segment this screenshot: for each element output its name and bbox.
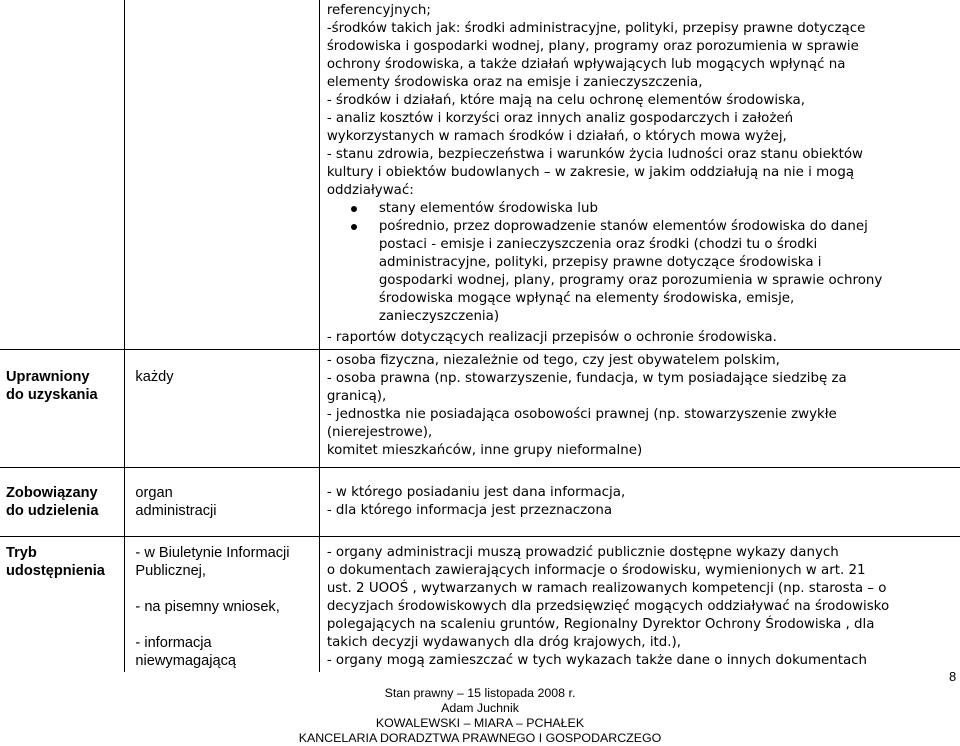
text-line: - na pisemny wniosek,: [135, 599, 280, 615]
row-content-uprawniony: [319, 350, 960, 468]
text-line: - osoba fizyczna, niezależnie od tego, czy jest obywatelem polskim,: [326, 353, 780, 368]
text-line: stany elementów środowiska lub: [378, 201, 598, 216]
header-line: Zobowiązany: [6, 485, 98, 501]
table-row-scope: [0, 0, 960, 350]
footer-line: Stan prawny – 15 listopada 2008 r.: [384, 686, 576, 700]
text-line: - analiz kosztów i korzyści oraz innych analiz gospodarczych i założeń: [326, 111, 794, 126]
bullet-item: [327, 218, 956, 326]
text-line: komitet mieszkańców, inne grupy nieformalne): [326, 443, 643, 458]
row-header-uprawniony: [0, 350, 125, 468]
text-line: granicą),: [326, 389, 387, 404]
text-line: - organy administracji muszą prowadzić publicznie dostępne wykazy danych: [326, 545, 839, 560]
text-line: takich decyzji wydawanych dla dróg krajowych, itd.),: [326, 635, 682, 650]
text-line: - środków i działań, które mają na celu ochronę elementów środowiska,: [326, 93, 805, 108]
row-scope-col2: [125, 0, 319, 350]
page-number: 8: [949, 669, 957, 684]
table-row-uprawniony: [0, 350, 960, 468]
footer-line: KANCELARIA DORADZTWA PRAWNEGO I GOSPODARCZEGO: [298, 731, 662, 745]
text-line: ust. 2 UOOŚ , wytwarzanych w ramach realizowanych kompetencji (np. starosta – o: [326, 581, 887, 596]
header-line: do uzyskania: [6, 387, 98, 403]
footer-line: KOWALEWSKI – MIARA – PCHAŁEK: [375, 716, 585, 730]
text-line: administracji: [135, 503, 217, 519]
row-header-zobowiazany: [0, 468, 125, 537]
text-line: organ: [135, 485, 173, 501]
text-line: każdy: [135, 369, 174, 385]
table-row-zobowiazany: [0, 468, 960, 537]
footer-line: Adam Juchnik: [441, 701, 519, 715]
text-line: niewymagającą: [135, 653, 236, 669]
header-line: do udzielenia: [6, 503, 99, 519]
row-content-tryb: [319, 537, 960, 673]
bullet-item: [327, 200, 956, 218]
text-line: -środków takich jak: środki administracyjne, polityki, przepisy prawne dotyczące: [326, 21, 866, 36]
text-line: decyzjach środowiskowych dla przedsięwzięć mogących oddziaływać na środowisko: [326, 599, 890, 614]
text-line: polegających na scaleniu gruntów, Regionalny Dyrektor Ochrony Środowiska , dla: [326, 617, 875, 632]
text-line: elementy środowiska oraz na emisje i zanieczyszczenia,: [326, 75, 703, 90]
text-line: środowiska i gospodarki wodnej, plany, programy oraz porozumienia w sprawie: [326, 39, 859, 54]
row-col2-zobowiazany: [125, 468, 319, 537]
header-line: udostępnienia: [6, 563, 105, 579]
row-header-tryb: [0, 537, 125, 673]
text-line: - jednostka nie posiadająca osobowości prawnej (np. stowarzyszenie zwykłe: [326, 407, 837, 422]
text-line: ochrony środowiska, a także działań wpływających lub mogących wpłynąć na: [326, 57, 846, 72]
row-scope-content: [319, 0, 960, 350]
header-line: Tryb: [6, 545, 37, 561]
text-line: zanieczyszczenia): [378, 309, 500, 324]
table-row-tryb: [0, 537, 960, 673]
text-line: kultury i obiektów budowlanych – w zakresie, w jakim oddziałują na nie i mogą: [326, 165, 855, 180]
page-footer: [0, 686, 960, 746]
text-line: - w którego posiadaniu jest dana informacja,: [326, 485, 626, 500]
text-line: - dla którego informacja jest przeznaczona: [326, 503, 613, 518]
text-line: postaci - emisje i zanieczyszczenia oraz środki (chodzi tu o środki: [378, 237, 818, 252]
text-line: (nierejestrowe),: [326, 425, 433, 440]
header-line: Uprawniony: [6, 369, 90, 385]
text-line: - osoba prawna (np. stowarzyszenie, fundacja, w tym posiadające siedzibę za: [326, 371, 847, 386]
text-line: o dokumentach zawierających informacje o środowisku, wymienionych w art. 21: [326, 563, 866, 578]
text-line: - w Biuletynie Informacji: [135, 545, 290, 561]
text-line: gospodarki wodnej, plany, programy oraz porozumienia w sprawie ochrony: [378, 273, 883, 288]
text-line: - raportów dotyczących realizacji przepisów o ochronie środowiska.: [326, 330, 777, 345]
text-line: referencyjnych;: [326, 3, 431, 18]
bullet-list: [327, 200, 956, 326]
spacer: [135, 580, 314, 598]
row-scope-head: [0, 0, 125, 350]
text-line: administracyjne, polityki, przepisy prawne dotyczące środowiska i: [378, 255, 822, 270]
text-line: środowiska mogące wpłynąć na elementy środowiska, emisje,: [378, 291, 795, 306]
text-line: - organy mogą zamieszczać w tych wykazach także dane o innych dokumentach: [326, 653, 868, 668]
text-line: Publicznej,: [135, 563, 206, 579]
bullet-dot-icon: [351, 224, 357, 230]
text-line: pośrednio, przez doprowadzenie stanów elementów środowiska do danej: [378, 219, 868, 234]
spacer: [135, 616, 314, 634]
bullet-dot-icon: [351, 206, 357, 212]
row-content-zobowiazany: [319, 468, 960, 537]
text-line: oddziaływać:: [326, 183, 414, 198]
text-line: - stanu zdrowia, bezpieczeństwa i warunków życia ludności oraz stanu obiektów: [326, 147, 864, 162]
text-line: - informacja: [135, 635, 212, 651]
text-line: wykorzystanych w ramach środków i działań, o których mowa wyżej,: [326, 129, 787, 144]
row-col2-tryb: [125, 537, 319, 673]
row-col2-uprawniony: [125, 350, 319, 468]
